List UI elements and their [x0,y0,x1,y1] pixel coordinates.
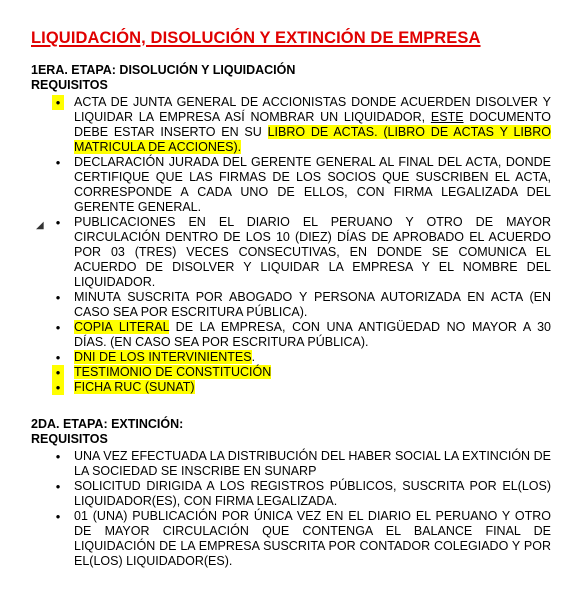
bullet-icon: • [52,95,64,110]
stage1-requirements-list [31,95,551,395]
list-item [31,509,551,569]
item-text: 01 (UNA) PUBLICACIÓN POR ÚNICA VEZ EN EL DIARIO EL PERUANO Y OTRO DE MAYOR CIRCULACIÓN QUE CONTENGA EL BALANCE FINAL DE LIQUIDACIÓN DE LA EMPRESA SUSCRITA POR CONTADOR COLEGIADO Y POR EL(LOS) LIQUIDADOR(ES). [74,509,551,568]
list-item [31,380,551,395]
item-text: DECLARACIÓN JURADA DEL GERENTE GENERAL AL FINAL DEL ACTA, DONDE CERTIFIQUE QUE LAS FIRMAS DE LOS SOCIOS QUE SUSCRIBEN EL ACTA, CORRESPONDE A CADA UNO DE ELLOS, CON FIRMA LEGALIZADA DEL GERENTE GENERAL. [74,155,551,214]
bullet-icon: • [55,155,61,170]
bullet-icon: • [55,215,61,230]
bullet-icon: • [52,365,64,380]
list-item [31,449,551,479]
list-item [31,365,551,380]
item-text: MINUTA SUSCRITA POR ABOGADO Y PERSONA AUTORIZADA EN ACTA (EN CASO SEA POR ESCRITURA PÚBLICA). [74,290,551,319]
bullet-icon: • [55,320,61,335]
list-item [31,95,551,155]
item-text: UNA VEZ EFECTUADA LA DISTRIBUCIÓN DEL HABER SOCIAL LA EXTINCIÓN DE LA SOCIEDAD SE INSCRIBE EN SUNARP [74,449,551,478]
document-title: LIQUIDACIÓN, DISOLUCIÓN Y EXTINCIÓN DE EMPRESA [31,29,481,47]
bullet-icon: • [55,290,61,305]
anchor-icon[interactable]: ◢ [36,220,44,231]
stage1-subheading: REQUISITOS [31,78,108,92]
stage2-subheading: REQUISITOS [31,432,108,446]
item-text-highlighted: LIBRO DE ACTAS. (LIBRO DE ACTAS Y LIBRO MATRICULA DE ACCIONES). [74,125,551,154]
list-item [31,290,551,320]
item-text-highlighted: FICHA RUC (SUNAT) [74,380,195,394]
list-item [31,320,551,350]
list-item [31,479,551,509]
item-text: DOCUMENTO DEBE ESTAR INSERTO EN SU [74,110,551,139]
item-text-highlighted: DNI DE LOS INTERVINIENTES [74,350,252,364]
list-item [31,155,551,215]
bullet-icon: • [55,509,61,524]
stage2-section [31,417,551,569]
item-text-highlighted: TESTIMONIO DE CONSTITUCIÓN [74,365,272,379]
item-text: DE LA EMPRESA, CON UNA ANTIGÜEDAD NO MAYOR A 30 DÍAS. (EN CASO SEA POR ESCRITURA PÚBLICA). [74,320,551,349]
list-item [31,215,551,290]
bullet-icon: • [55,350,61,365]
stage2-requirements-list [31,449,551,569]
item-text: ACTA DE JUNTA GENERAL DE ACCIONISTAS DONDE ACUERDEN DISOLVER Y LIQUIDAR LA EMPRESA ASÍ NOMBRAR UN LIQUIDADOR, [74,95,551,124]
item-text: PUBLICACIONES EN EL DIARIO EL PERUANO Y OTRO DE MAYOR CIRCULACIÓN DENTRO DE LOS 10 (DIEZ) DÍAS DE APROBADO EL ACUERDO POR 03 (TRES) VECES CONSECUTIVAS, EN DONDE SE COMUNICA EL ACUERDO DE DISOLVER Y LIQUIDAR LA EMPRESA Y EL NOMBRE DEL LIQUIDADOR. [74,215,551,289]
item-text: SOLICITUD DIRIGIDA A LOS REGISTROS PÚBLICOS, SUSCRITA POR EL(LOS) LIQUIDADOR(ES), CON FIRMA LEGALIZADA. [74,479,551,508]
bullet-icon: • [52,380,64,395]
item-text-highlighted: COPIA LITERAL [74,320,170,334]
item-text: . [251,350,256,364]
list-item [31,350,551,365]
bullet-icon: • [55,479,61,494]
bullet-icon: • [55,449,61,464]
item-text-underlined: ESTE [430,110,464,124]
stage1-section [31,63,551,395]
stage2-heading: 2DA. ETAPA: EXTINCIÓN: [31,417,184,431]
stage1-heading: 1ERA. ETAPA: DISOLUCIÓN Y LIQUIDACIÓN [31,63,296,77]
